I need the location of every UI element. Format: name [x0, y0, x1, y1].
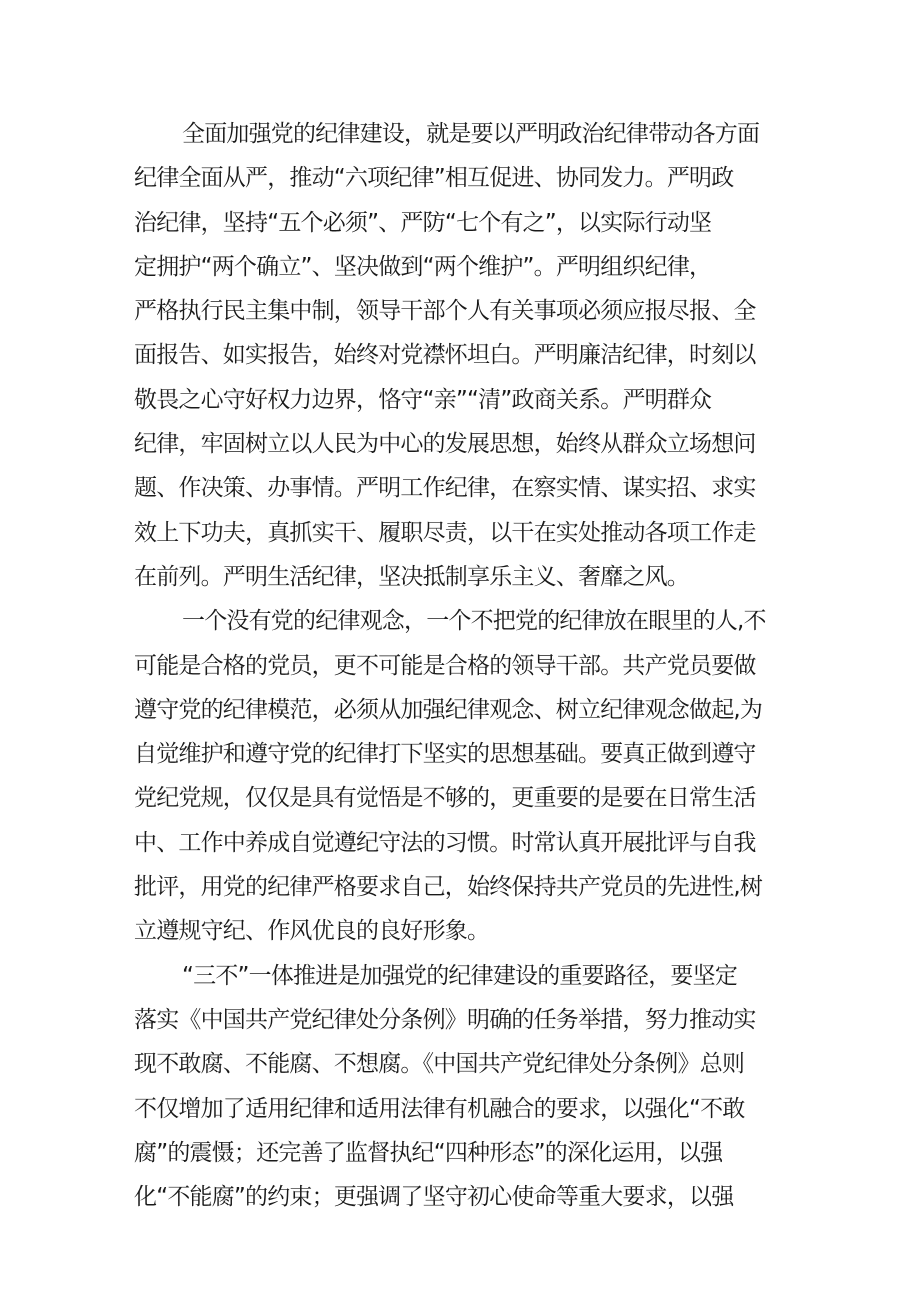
paragraph-line: 在前列。严明生活纪律，坚决抵制享乐主义、奢靡之风。 [134, 563, 690, 590]
paragraph-line: 批评，用党的纪律严格要求自己，始终保持共产党员的先进性,树 [134, 874, 763, 901]
paragraph-line: 现不敢腐、不能腐、不想腐。《中国共产党纪律处分条例》总则 [134, 1051, 745, 1078]
paragraph-line: 纪律全面从严，推动“六项纪律”相互促进、协同发力。严明政 [134, 165, 734, 192]
paragraph-line: 面报告、如实报告，始终对党襟怀坦白。严明廉洁纪律，时刻以 [134, 342, 756, 369]
paragraph-line: 自觉维护和遵守党的纪律打下坚实的思想基础。要真正做到遵守 [134, 741, 756, 768]
paragraph-line: 可能是合格的党员，更不可能是合格的领导干部。共产党员要做 [134, 652, 756, 679]
paragraph-line: 全面加强党的纪律建设，就是要以严明政治纪律带动各方面 [182, 121, 760, 147]
paragraph-line: 立遵规守纪、作风优良的良好形象。 [134, 918, 490, 945]
paragraph-line: 不仅增加了适用纪律和适用法律有机融合的要求，以强化“不敢 [134, 1095, 745, 1122]
paragraph-line: 一个没有党的纪律观念，一个不把党的纪律放在眼里的人,不 [182, 608, 766, 635]
paragraph-3 [134, 954, 794, 1220]
paragraph-line: 落实《中国共产党纪律处分条例》明确的任务举措，努力推动实 [134, 1006, 756, 1033]
paragraph-2 [134, 599, 794, 953]
paragraph-line: 纪律，牢固树立以人民为中心的发展思想，始终从群众立场想问 [134, 431, 756, 458]
paragraph-line: 化“不能腐”的约束；更强调了坚守初心使命等重大要求，以强 [134, 1184, 734, 1211]
paragraph-line: 敬畏之心守好权力边界，恪守“亲”“清”政商关系。严明群众 [134, 386, 712, 413]
paragraph-line: 严格执行民主集中制，领导干部个人有关事项必须应报尽报、全 [134, 298, 756, 325]
paragraph-line: 中、工作中养成自觉遵纪守法的习惯。时常认真开展批评与自我 [134, 829, 756, 856]
paragraph-line: 题、作决策、办事情。严明工作纪律，在察实情、谋实招、求实 [134, 475, 756, 502]
paragraph-line: 党纪党规，仅仅是具有觉悟是不够的，更重要的是要在日常生活 [134, 785, 756, 812]
paragraph-line: 遵守党的纪律模范，必须从加强纪律观念、树立纪律观念做起,为 [134, 696, 763, 723]
paragraph-line: 治纪律，坚持“五个必须”、严防“七个有之”，以实际行动坚 [134, 209, 712, 236]
paragraph-line: 效上下功夫，真抓实干、履职尽责，以干在实处推动各项工作走 [134, 519, 756, 546]
paragraph-line: 腐”的震慑；还完善了监督执纪“四种形态”的深化运用，以强 [134, 1139, 723, 1166]
paragraph-line: 定拥护“两个确立”、坚决做到“两个维护”。严明组织纪律， [134, 253, 712, 280]
paragraph-1 [134, 112, 794, 599]
document-body [134, 112, 794, 1219]
paragraph-line: “三不”一体推进是加强党的纪律建设的重要路径，要坚定 [182, 962, 738, 989]
